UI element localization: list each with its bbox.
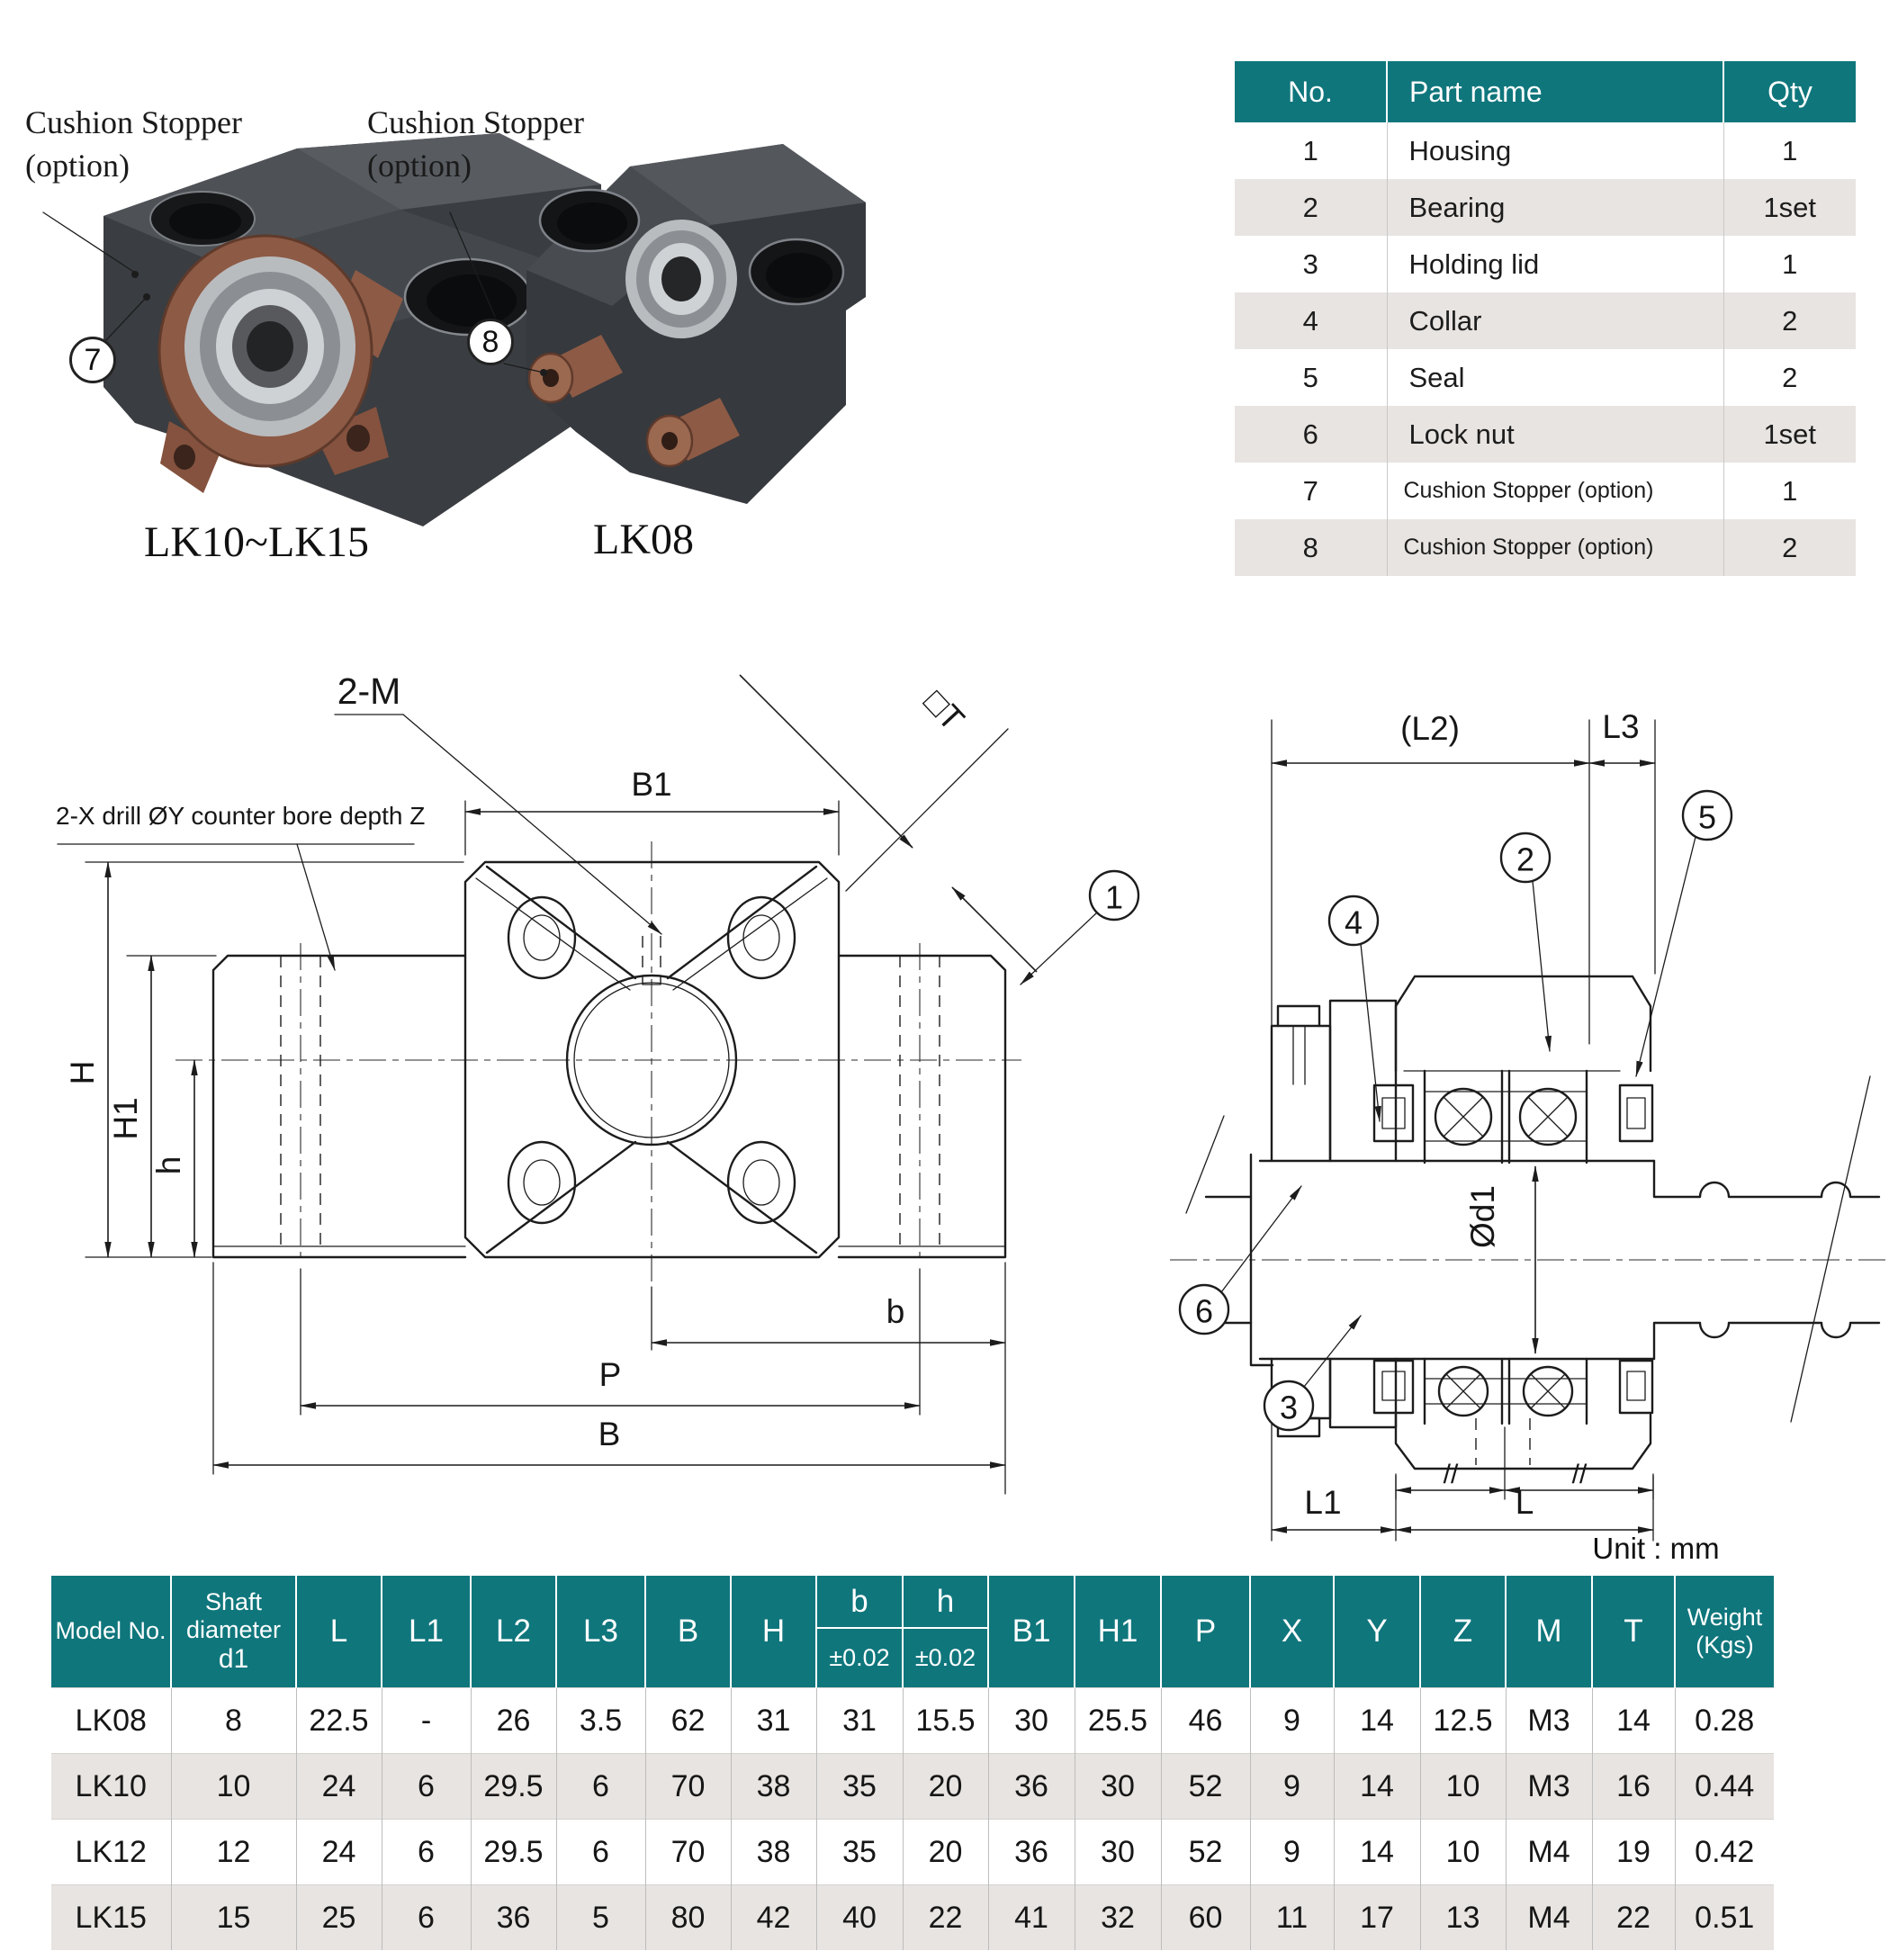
spec-row-lk10: [51, 1754, 1774, 1820]
cell: 31: [731, 1688, 816, 1754]
spec-col-shaft-diameter: [171, 1576, 296, 1688]
cell: 14: [1334, 1688, 1420, 1754]
cell: 30: [1075, 1754, 1161, 1820]
stopper-label-1-line1: Cushion Stopper: [25, 104, 243, 140]
cell: 8: [171, 1688, 296, 1754]
dim-b1: B1: [631, 766, 672, 803]
cell: -: [382, 1688, 471, 1754]
cell: 14: [1334, 1754, 1420, 1820]
cell: 26: [471, 1688, 556, 1754]
cell: 24: [296, 1754, 382, 1820]
balloon-6: 6: [1194, 1292, 1214, 1330]
cell: Holding lid: [1387, 236, 1723, 292]
cell: 15.5: [903, 1688, 988, 1754]
cell: 30: [988, 1688, 1075, 1754]
dim-L3: L3: [1602, 708, 1640, 745]
cell: 1: [1302, 134, 1318, 166]
spec-row-lk12: [51, 1820, 1774, 1885]
shaft-line1: Shaft: [204, 1587, 263, 1615]
counterbore-note: 2-X drill ØY counter bore depth Z: [56, 802, 426, 830]
cell: M4: [1506, 1885, 1592, 1951]
thread-label: 2-M: [337, 670, 401, 712]
parts-row-7: [1235, 463, 1856, 519]
cell: 3: [1302, 247, 1318, 280]
cell: Collar: [1387, 292, 1723, 349]
cell: 6: [382, 1820, 471, 1885]
cell: 14: [1592, 1688, 1675, 1754]
parts-row-5: [1235, 349, 1856, 406]
b-label: b: [817, 1576, 902, 1629]
front-view: [56, 670, 1138, 1494]
spec-col-B: B: [645, 1576, 731, 1688]
dim-B: B: [598, 1416, 621, 1452]
cell: 1: [1723, 236, 1856, 292]
cell: 42: [731, 1885, 816, 1951]
cell: 38: [731, 1820, 816, 1885]
cell: 25.5: [1075, 1688, 1161, 1754]
spec-col-M: M: [1506, 1576, 1592, 1688]
spec-col-L1: L1: [382, 1576, 471, 1688]
cell: 16: [1592, 1754, 1675, 1820]
dim-T: □T: [916, 683, 972, 738]
cell: 2: [1302, 191, 1318, 223]
side-view: [1170, 708, 1890, 1541]
dim-b: b: [886, 1293, 905, 1330]
cell: 8: [1302, 531, 1318, 563]
cell: 13: [1420, 1885, 1506, 1951]
cell: Lock nut: [1387, 406, 1723, 463]
spec-col-L3: L3: [556, 1576, 645, 1688]
cell: 6: [1302, 418, 1318, 450]
cell: M4: [1506, 1820, 1592, 1885]
spec-col-B1: B1: [988, 1576, 1075, 1688]
product-photo-lk10-lk15: [43, 133, 601, 526]
cell: 14: [1334, 1820, 1420, 1885]
spec-col-h: [903, 1576, 988, 1688]
cell: 1set: [1723, 406, 1856, 463]
cell: 40: [816, 1885, 903, 1951]
balloon-3: 3: [1279, 1389, 1299, 1426]
cell: 9: [1250, 1820, 1334, 1885]
cell: 6: [556, 1820, 645, 1885]
dim-L: L: [1515, 1484, 1534, 1521]
caption-lk08: LK08: [593, 516, 694, 563]
cell: 22: [1592, 1885, 1675, 1951]
spec-col-H: H: [731, 1576, 816, 1688]
caption-lk10-lk15: LK10~LK15: [144, 518, 369, 566]
cell: 2: [1723, 349, 1856, 406]
cell: 20: [903, 1820, 988, 1885]
cell: M3: [1506, 1754, 1592, 1820]
dim-d1: Ød1: [1464, 1185, 1501, 1248]
dim-L2: (L2): [1400, 710, 1460, 747]
cell: 0.51: [1675, 1885, 1774, 1951]
cell: 25: [296, 1885, 382, 1951]
cell: 70: [645, 1754, 731, 1820]
spec-col-P: P: [1161, 1576, 1250, 1688]
spec-col-model: Model No.: [51, 1576, 171, 1688]
cell: 52: [1161, 1820, 1250, 1885]
cell: 22.5: [296, 1688, 382, 1754]
cell: 6: [382, 1885, 471, 1951]
cell: 9: [1250, 1754, 1334, 1820]
stopper-label-1-line2: (option): [25, 148, 130, 184]
spec-col-Y: Y: [1334, 1576, 1420, 1688]
spec-row-lk08: [51, 1688, 1774, 1754]
dim-h: h: [150, 1155, 187, 1175]
h-tolerance: ±0.02: [914, 1644, 976, 1671]
spec-col-Z: Z: [1420, 1576, 1506, 1688]
balloon-8-number: 8: [481, 324, 499, 359]
spec-col-H1: H1: [1075, 1576, 1161, 1688]
dim-P: P: [598, 1356, 622, 1393]
cell: Cushion Stopper (option): [1387, 463, 1723, 519]
weight-line2: (Kgs): [1696, 1632, 1754, 1659]
cell: 0.28: [1675, 1688, 1774, 1754]
cell: 5: [556, 1885, 645, 1951]
cell: 9: [1250, 1688, 1334, 1754]
cell: 36: [471, 1885, 556, 1951]
cell: 31: [816, 1688, 903, 1754]
cell: 12.5: [1420, 1688, 1506, 1754]
cell: 0.42: [1675, 1820, 1774, 1885]
b-tolerance: ±0.02: [829, 1644, 890, 1671]
parts-col-name: Part name: [1387, 61, 1723, 122]
balloon-8: [467, 319, 514, 365]
balloon-1: 1: [1104, 878, 1124, 916]
parts-table-header-row: [1235, 61, 1856, 122]
cell: 41: [988, 1885, 1075, 1951]
cell: 1set: [1723, 179, 1856, 236]
parts-col-qty: Qty: [1723, 61, 1856, 122]
spec-table-header-row: [51, 1576, 1774, 1688]
cell: 29.5: [471, 1754, 556, 1820]
cell: 2: [1723, 292, 1856, 349]
dim-L1: L1: [1304, 1484, 1342, 1521]
spec-row-lk15: [51, 1885, 1774, 1951]
parts-row-6: [1235, 406, 1856, 463]
cell: 46: [1161, 1688, 1250, 1754]
dim-H: H: [64, 1060, 101, 1085]
parts-row-2: [1235, 179, 1856, 236]
parts-col-no: No.: [1235, 61, 1387, 122]
stopper-label-2-line1: Cushion Stopper: [367, 104, 585, 140]
balloon-7: [69, 337, 116, 383]
cell: 38: [731, 1754, 816, 1820]
cell: 10: [171, 1754, 296, 1820]
spec-col-weight: [1675, 1576, 1774, 1688]
spec-col-X: X: [1250, 1576, 1334, 1688]
cell: 11: [1250, 1885, 1334, 1951]
dim-H1: H1: [107, 1097, 144, 1140]
stopper-label-2-line2: (option): [367, 148, 472, 184]
cell: 10: [1420, 1754, 1506, 1820]
cell: 62: [645, 1688, 731, 1754]
spec-col-T: T: [1592, 1576, 1675, 1688]
cell: 60: [1161, 1885, 1250, 1951]
parts-table: [1235, 61, 1856, 576]
cell: LK08: [75, 1703, 147, 1738]
cell: Housing: [1387, 122, 1723, 179]
cell: 3.5: [556, 1688, 645, 1754]
balloon-5: 5: [1697, 798, 1717, 836]
balloon-7-number: 7: [84, 342, 102, 377]
parts-row-3: [1235, 236, 1856, 292]
cell: 35: [816, 1820, 903, 1885]
cell: 7: [1302, 474, 1318, 507]
cell: 6: [382, 1754, 471, 1820]
spec-col-L: L: [296, 1576, 382, 1688]
cell: M3: [1506, 1688, 1592, 1754]
cell: 10: [1420, 1820, 1506, 1885]
cell: 36: [988, 1820, 1075, 1885]
cell: Cushion Stopper (option): [1387, 519, 1723, 576]
cell: 36: [988, 1754, 1075, 1820]
cell: 5: [1302, 361, 1318, 393]
cell: 52: [1161, 1754, 1250, 1820]
parts-row-8: [1235, 519, 1856, 576]
cell: Seal: [1387, 349, 1723, 406]
cell: 1: [1723, 463, 1856, 519]
cell: 22: [903, 1885, 988, 1951]
cell: 29.5: [471, 1820, 556, 1885]
cell: 80: [645, 1885, 731, 1951]
cell: 1: [1723, 122, 1856, 179]
spec-table: [51, 1576, 1774, 1950]
cell: 35: [816, 1754, 903, 1820]
cell: 20: [903, 1754, 988, 1820]
parts-row-4: [1235, 292, 1856, 349]
unit-label: Unit : mm: [1592, 1532, 1720, 1565]
cell: 2: [1723, 519, 1856, 576]
cell: 32: [1075, 1885, 1161, 1951]
cell: LK15: [75, 1900, 147, 1935]
cell: 30: [1075, 1820, 1161, 1885]
cell: 4: [1302, 304, 1318, 337]
spec-col-b: [816, 1576, 903, 1688]
shaft-line3: d1: [218, 1643, 249, 1674]
spec-col-L2: L2: [471, 1576, 556, 1688]
shaft-line2: diameter: [185, 1615, 282, 1643]
cell: 70: [645, 1820, 731, 1885]
cell: 24: [296, 1820, 382, 1885]
cell: 6: [556, 1754, 645, 1820]
h-label: h: [904, 1576, 987, 1629]
balloon-2: 2: [1516, 841, 1535, 878]
cell: 19: [1592, 1820, 1675, 1885]
cell: Bearing: [1387, 179, 1723, 236]
parallel-mark-2: //: [1571, 1460, 1588, 1489]
parts-row-1: [1235, 122, 1856, 179]
cell: 12: [171, 1820, 296, 1885]
cell: 17: [1334, 1885, 1420, 1951]
cell: 0.44: [1675, 1754, 1774, 1820]
balloon-4: 4: [1344, 904, 1363, 941]
weight-line1: Weight: [1687, 1603, 1763, 1631]
parallel-mark-1: //: [1443, 1460, 1459, 1489]
cell: 15: [171, 1885, 296, 1951]
cell: LK12: [75, 1834, 147, 1869]
cell: LK10: [75, 1768, 147, 1803]
